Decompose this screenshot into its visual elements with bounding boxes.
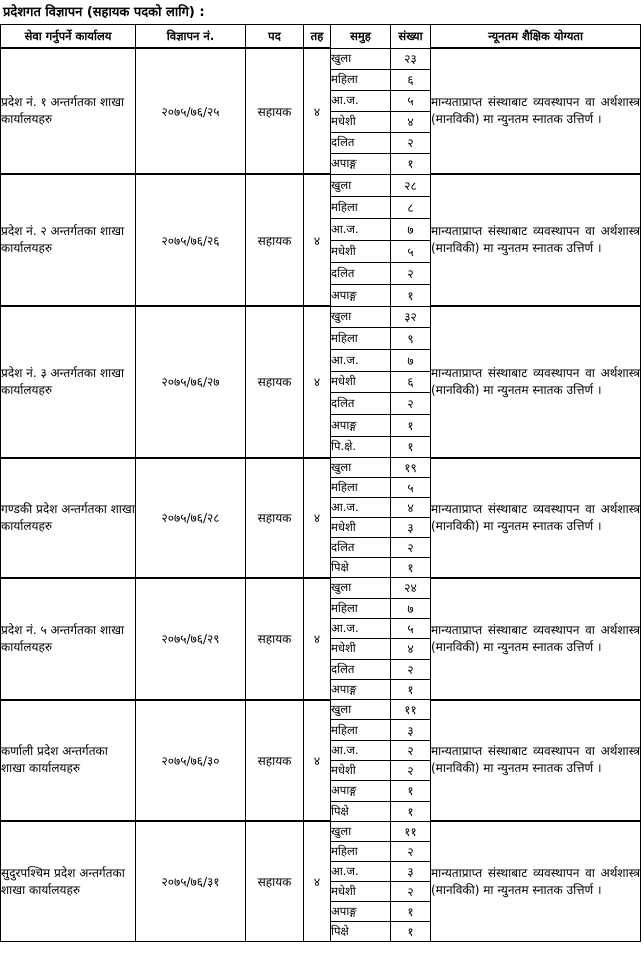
group-cell: आ.ज. xyxy=(331,740,391,760)
vacancy-table xyxy=(0,24,641,942)
count-cell: १ xyxy=(391,781,431,801)
count-cell: २ xyxy=(391,393,431,415)
group-cell: मधेशी xyxy=(331,760,391,780)
qualification-cell: मान्यताप्राप्त संस्थाबाट व्यवस्थापन वा अर्थशास्त्र (मानविकी) मा न्युनतम स्नातक उत्तिर्ण । xyxy=(431,174,641,306)
adv-no-cell: २०७५/७६/२७ xyxy=(136,306,246,458)
group-cell: अपाङ्ग xyxy=(331,679,391,699)
post-cell: सहायक xyxy=(246,700,304,822)
table-row xyxy=(1,306,641,328)
adv-no-cell: २०७५/७६/३१ xyxy=(136,821,246,941)
office-cell: प्रदेश नं. २ अन्तर्गतका शाखा कार्यालयहरु xyxy=(1,174,136,306)
count-cell: ११ xyxy=(391,821,431,841)
count-cell: २३ xyxy=(391,48,431,69)
group-cell: दलित xyxy=(331,659,391,679)
level-cell: ४ xyxy=(304,578,331,700)
count-cell: १ xyxy=(391,801,431,821)
group-cell: आ.ज. xyxy=(331,861,391,881)
group-cell: दलित xyxy=(331,132,391,153)
level-cell: ४ xyxy=(304,306,331,458)
count-cell: १ xyxy=(391,153,431,174)
count-cell: ११ xyxy=(391,700,431,720)
header-count: संख्या xyxy=(391,25,431,49)
count-cell: १ xyxy=(391,414,431,436)
qualification-cell: मान्यताप्राप्त संस्थाबाट व्यवस्थापन वा अर्थशास्त्र (मानविकी) मा न्युनतम स्नातक उत्तिर्ण । xyxy=(431,821,641,941)
group-cell: मधेशी xyxy=(331,881,391,901)
count-cell: ७ xyxy=(391,598,431,618)
qualification-cell: मान्यताप्राप्त संस्थाबाट व्यवस्थापन वा अर्थशास्त्र (मानविकी) मा न्युनतम स्नातक उत्तिर्ण । xyxy=(431,48,641,174)
group-cell: खुला xyxy=(331,306,391,328)
header-row xyxy=(1,25,641,49)
group-cell: दलित xyxy=(331,393,391,415)
header-group: समुह xyxy=(331,25,391,49)
count-cell: ९ xyxy=(391,328,431,350)
adv-no-cell: २०७५/७६/२५ xyxy=(136,48,246,174)
count-cell: ५ xyxy=(391,240,431,262)
table-row xyxy=(1,700,641,720)
count-cell: ५ xyxy=(391,478,431,498)
qualification-cell: मान्यताप्राप्त संस्थाबाट व्यवस्थापन वा अर्थशास्त्र (मानविकी) मा न्युनतम स्नातक उत्तिर्ण । xyxy=(431,700,641,822)
count-cell: ६ xyxy=(391,371,431,393)
group-cell: महिला xyxy=(331,598,391,618)
count-cell: २ xyxy=(391,760,431,780)
adv-no-cell: २०७५/७६/२९ xyxy=(136,578,246,700)
post-cell: सहायक xyxy=(246,821,304,941)
group-cell: महिला xyxy=(331,841,391,861)
group-cell: आ.ज. xyxy=(331,218,391,240)
table-row xyxy=(1,174,641,196)
group-cell: महिला xyxy=(331,328,391,350)
count-cell: ५ xyxy=(391,90,431,111)
group-cell: महिला xyxy=(331,478,391,498)
group-cell: खुला xyxy=(331,700,391,720)
group-cell: दलित xyxy=(331,538,391,558)
count-cell: १ xyxy=(391,436,431,458)
post-cell: सहायक xyxy=(246,174,304,306)
table-body xyxy=(1,48,641,941)
qualification-cell: मान्यताप्राप्त संस्थाबाट व्यवस्थापन वा अर्थशास्त्र (मानविकी) मा न्युनतम स्नातक उत्तिर्ण । xyxy=(431,578,641,700)
post-cell: सहायक xyxy=(246,458,304,578)
count-cell: २ xyxy=(391,538,431,558)
group-cell: अपाङ्ग xyxy=(331,414,391,436)
count-cell: ७ xyxy=(391,218,431,240)
qualification-cell: मान्यताप्राप्त संस्थाबाट व्यवस्थापन वा अर्थशास्त्र (मानविकी) मा न्युनतम स्नातक उत्तिर्ण । xyxy=(431,458,641,578)
adv-no-cell: २०७५/७६/२८ xyxy=(136,458,246,578)
group-cell: अपाङ्ग xyxy=(331,153,391,174)
group-cell: अपाङ्ग xyxy=(331,901,391,921)
group-cell: अपाङ्ग xyxy=(331,781,391,801)
group-cell: खुला xyxy=(331,821,391,841)
count-cell: ६ xyxy=(391,69,431,90)
count-cell: ५ xyxy=(391,618,431,638)
office-cell: प्रदेश नं. ५ अन्तर्गतका शाखा कार्यालयहरु xyxy=(1,578,136,700)
count-cell: ७ xyxy=(391,349,431,371)
count-cell: २ xyxy=(391,659,431,679)
group-cell: पि.क्षे. xyxy=(331,436,391,458)
group-cell: महिला xyxy=(331,69,391,90)
count-cell: ३ xyxy=(391,518,431,538)
office-cell: प्रदेश नं. १ अन्तर्गतका शाखा कार्यालयहरु xyxy=(1,48,136,174)
count-cell: ३ xyxy=(391,720,431,740)
level-cell: ४ xyxy=(304,821,331,941)
group-cell: पिक्षे xyxy=(331,558,391,578)
group-cell: अपाङ्ग xyxy=(331,284,391,306)
adv-no-cell: २०७५/७६/२६ xyxy=(136,174,246,306)
level-cell: ४ xyxy=(304,48,331,174)
header-qualification: न्यूनतम शैक्षिक योग्यता xyxy=(431,25,641,49)
table-row xyxy=(1,48,641,69)
office-cell: प्रदेश नं. ३ अन्तर्गतका शाखा कार्यालयहरु xyxy=(1,306,136,458)
group-cell: पिक्षे xyxy=(331,921,391,941)
group-cell: खुला xyxy=(331,578,391,598)
table-row xyxy=(1,458,641,478)
group-cell: मधेशी xyxy=(331,518,391,538)
count-cell: २ xyxy=(391,262,431,284)
count-cell: १ xyxy=(391,921,431,941)
header-adv-no: विज्ञापन नं. xyxy=(136,25,246,49)
office-cell: सुदुरपश्चिम प्रदेश अन्तर्गतका शाखा कार्यालयहरु xyxy=(1,821,136,941)
count-cell: २ xyxy=(391,132,431,153)
group-cell: खुला xyxy=(331,174,391,196)
count-cell: २ xyxy=(391,740,431,760)
count-cell: ४ xyxy=(391,639,431,659)
count-cell: १ xyxy=(391,558,431,578)
post-cell: सहायक xyxy=(246,306,304,458)
office-cell: कर्णाली प्रदेश अन्तर्गतका शाखा कार्यालयहरु xyxy=(1,700,136,822)
group-cell: मधेशी xyxy=(331,639,391,659)
group-cell: आ.ज. xyxy=(331,498,391,518)
count-cell: १ xyxy=(391,901,431,921)
level-cell: ४ xyxy=(304,700,331,822)
level-cell: ४ xyxy=(304,174,331,306)
table-row xyxy=(1,821,641,841)
group-cell: मधेशी xyxy=(331,371,391,393)
group-cell: दलित xyxy=(331,262,391,284)
page-title: प्रदेशगत विज्ञापन (सहायक पदको लागि) : xyxy=(3,5,205,20)
group-cell: महिला xyxy=(331,720,391,740)
count-cell: ८ xyxy=(391,196,431,218)
group-cell: पिक्षे xyxy=(331,801,391,821)
group-cell: मधेशी xyxy=(331,240,391,262)
header-level: तह xyxy=(304,25,331,49)
post-cell: सहायक xyxy=(246,48,304,174)
group-cell: मधेशी xyxy=(331,111,391,132)
count-cell: ३ xyxy=(391,861,431,881)
count-cell: २८ xyxy=(391,174,431,196)
group-cell: खुला xyxy=(331,458,391,478)
count-cell: १ xyxy=(391,284,431,306)
adv-no-cell: २०७५/७६/३० xyxy=(136,700,246,822)
group-cell: महिला xyxy=(331,196,391,218)
count-cell: ३२ xyxy=(391,306,431,328)
count-cell: २ xyxy=(391,881,431,901)
header-office: सेवा गर्नुपर्ने कार्यालय xyxy=(1,25,136,49)
header-post: पद xyxy=(246,25,304,49)
post-cell: सहायक xyxy=(246,578,304,700)
count-cell: २ xyxy=(391,841,431,861)
count-cell: २४ xyxy=(391,578,431,598)
count-cell: ४ xyxy=(391,498,431,518)
group-cell: खुला xyxy=(331,48,391,69)
count-cell: ४ xyxy=(391,111,431,132)
table-row xyxy=(1,578,641,598)
office-cell: गण्डकी प्रदेश अन्तर्गतका शाखा कार्यालयहरु xyxy=(1,458,136,578)
qualification-cell: मान्यताप्राप्त संस्थाबाट व्यवस्थापन वा अर्थशास्त्र (मानविकी) मा न्युनतम स्नातक उत्तिर्ण । xyxy=(431,306,641,458)
group-cell: आ.ज. xyxy=(331,90,391,111)
level-cell: ४ xyxy=(304,458,331,578)
group-cell: आ.ज. xyxy=(331,349,391,371)
count-cell: १९ xyxy=(391,458,431,478)
group-cell: आ.ज. xyxy=(331,618,391,638)
count-cell: १ xyxy=(391,679,431,699)
